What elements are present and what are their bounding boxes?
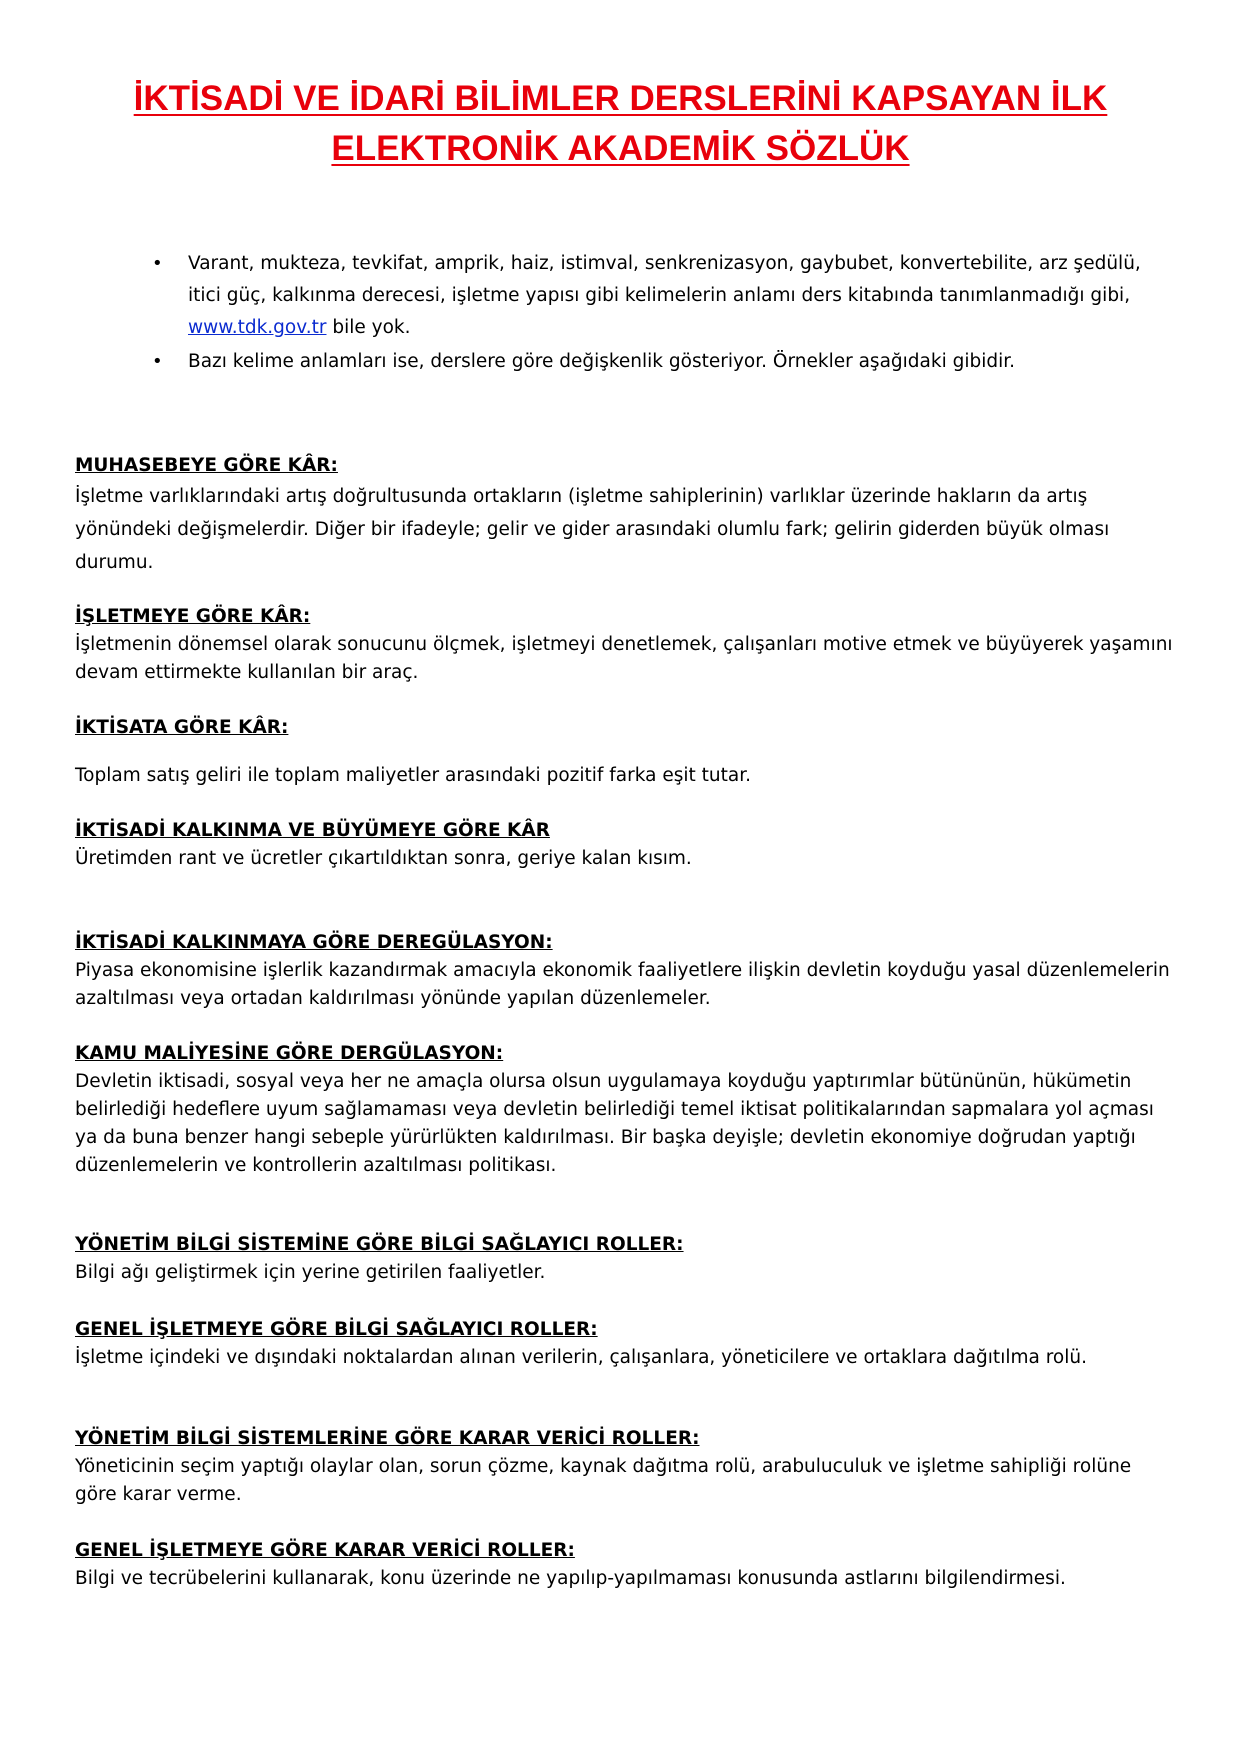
entry-heading: MUHASEBEYE GÖRE KÂR: [75, 455, 338, 476]
entry-genel-bilgi-saglayici [75, 1316, 1175, 1372]
entry-heading: GENEL İŞLETMEYE GÖRE KARAR VERİCİ ROLLER: [75, 1540, 575, 1561]
intro-bullet-1-text: Varant, mukteza, tevkifat, amprik, haiz, istimval, senkrenizasyon, gaybubet, konvertebilite, arz şedülü, itici güç, kalkınma derecesi, işletme yapısı gibi kelimelerin anlamı ders kitabında tanımlanmadığı gibi, [188, 253, 1141, 306]
bullet-dot-icon: • [152, 253, 163, 274]
intro-bullet-2-text: Bazı kelime anlamları ise, derslere göre değişkenlik gösteriyor. Örnekler aşağıdaki gibidir. [188, 351, 1016, 372]
entry-heading: YÖNETİM BİLGİ SİSTEMLERİNE GÖRE KARAR VERİCİ ROLLER: [75, 1428, 700, 1449]
entry-heading: İKTİSATA GÖRE KÂR: [75, 717, 289, 738]
entry-iktisadi-kalkinma-kar [75, 817, 1175, 873]
entry-heading: İKTİSADİ KALKINMAYA GÖRE DEREGÜLASYON: [75, 932, 553, 953]
title-line-2: ELEKTRONİK AKADEMİK SÖZLÜK [331, 129, 910, 168]
entry-kamu-dergulasyon [75, 1040, 1175, 1180]
entry-heading: İŞLETMEYE GÖRE KÂR: [75, 606, 311, 627]
entry-ybs-karar-verici [75, 1425, 1175, 1509]
intro-bullet-1-tail: bile yok. [326, 317, 411, 338]
entry-text: İşletme varlıklarındaki artış doğrultusunda ortakların (işletme sahiplerinin) varlıklar üzerinde hakların da artış yönündeki değişmelerdir. Diğer bir ifadeyle; gelir ve gider arasındaki olumlu fark; gelirin giderden büyük olması durumu. [75, 486, 1110, 573]
intro-bullet-2 [150, 346, 1150, 378]
entry-text: Piyasa ekonomisine işlerlik kazandırmak amacıyla ekonomik faaliyetlere ilişkin devletin koyduğu yasal düzenlemelerin azaltılması veya ortadan kaldırılması yönünde yapılan düzenlemeler. [75, 960, 1170, 1009]
entry-genel-karar-verici [75, 1537, 1175, 1593]
entry-heading: GENEL İŞLETMEYE GÖRE BİLGİ SAĞLAYICI ROLLER: [75, 1319, 598, 1340]
intro-bullet-1 [150, 248, 1150, 344]
entry-text: Yöneticinin seçim yaptığı olaylar olan, sorun çözme, kaynak dağıtma rolü, arabuluculuk ve işletme sahipliği rolüne göre karar verme. [75, 1456, 1132, 1505]
entry-heading: İKTİSADİ KALKINMA VE BÜYÜMEYE GÖRE KÂR [75, 820, 550, 841]
entry-heading: YÖNETİM BİLGİ SİSTEMİNE GÖRE BİLGİ SAĞLAYICI ROLLER: [75, 1234, 684, 1255]
entry-ybs-bilgi-saglayici [75, 1231, 1175, 1287]
bullet-dot-icon: • [152, 351, 163, 372]
entry-heading: KAMU MALİYESİNE GÖRE DERGÜLASYON: [75, 1043, 504, 1064]
entry-text: Bilgi ağı geliştirmek için yerine getirilen faaliyetler. [75, 1262, 546, 1283]
entry-iktisat-kar [75, 714, 1175, 790]
entry-text: İşletme içindeki ve dışındaki noktalardan alınan verilerin, çalışanlara, yöneticilere ve ortaklara dağıtılma rolü. [75, 1347, 1087, 1368]
title-line-1: İKTİSADİ VE İDARİ BİLİMLER DERSLERİNİ KAPSAYAN İLK [133, 79, 1108, 118]
entry-text: Toplam satış geliri ile toplam maliyetler arasındaki pozitif farka eşit tutar. [75, 765, 751, 786]
entry-text: İşletmenin dönemsel olarak sonucunu ölçmek, işletmeyi denetlemek, çalışanları motive etmek ve büyüyerek yaşamını devam ettirmekte kullanılan bir araç. [75, 634, 1173, 683]
entry-text: Üretimden rant ve ücretler çıkartıldıktan sonra, geriye kalan kısım. [75, 848, 692, 869]
document-title [60, 74, 1181, 174]
entry-muhasebe-kar [75, 452, 1175, 579]
entry-isletme-kar [75, 603, 1175, 687]
entry-iktisadi-deregulasyon [75, 929, 1175, 1013]
tdk-link[interactable]: www.tdk.gov.tr [188, 317, 327, 338]
intro-bullet-list [150, 248, 1150, 380]
entry-text: Bilgi ve tecrübelerini kullanarak, konu üzerinde ne yapılıp-yapılmaması konusunda astlarını bilgilendirmesi. [75, 1568, 1066, 1589]
entry-text: Devletin iktisadi, sosyal veya her ne amaçla olursa olsun uygulamaya koyduğu yaptırımlar bütününün, hükümetin belirlediği hedeflere uyum sağlamaması veya devletin belirlediği temel iktisat politikalarından sapmalara yol açması ya da buna benzer hangi sebeple yürürlükten kaldırılması. Bir başka deyişle; devletin ekonomiye doğrudan yaptığı düzenlemelerin ve kontrollerin azaltılması politikası. [75, 1071, 1154, 1176]
